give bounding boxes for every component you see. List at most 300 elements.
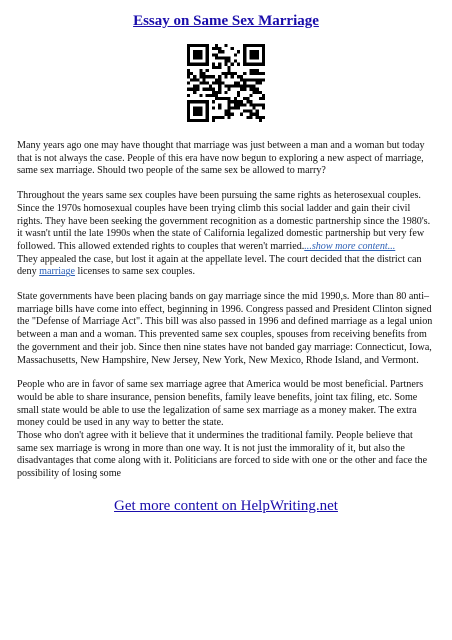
qr-module: [234, 103, 237, 106]
qr-module: [193, 119, 196, 122]
qr-module: [237, 81, 240, 84]
qr-module: [193, 63, 196, 66]
qr-module: [206, 113, 209, 116]
qr-module: [206, 94, 209, 97]
qr-module: [262, 44, 265, 47]
qr-module: [206, 69, 209, 72]
qr-module: [187, 103, 190, 106]
qr-module: [224, 75, 227, 78]
qr-module: [199, 56, 202, 59]
paragraph-state-bans: State governments have been placing bands on gay marriage since the mid 1990,s. More than 80 anti–marriage bills have come into effect, beginning in 1996. Congress passed and President Clinton signed the "Defense of Marriage Act". This bill was also passed in 1996 and defined marriage as a legal union between a man and a woman. This prevented same sex couples, spouses from receiving benefits from the government and their job. Since then nine states have not banded gay marriage: Connecticut, Iowa, Massachusetts, New Hampshire, New Jersey, New York, New Mexico, Rhode Island, and Vermont.: [17, 291, 433, 366]
qr-module: [209, 88, 212, 91]
qr-module: [193, 113, 196, 116]
qr-module: [246, 63, 249, 66]
qr-module: [253, 44, 256, 47]
qr-module: [215, 91, 218, 94]
qr-module: [212, 53, 215, 56]
qr-module: [256, 91, 259, 94]
qr-module: [212, 119, 215, 122]
qr-module: [209, 85, 212, 88]
qr-module: [228, 106, 231, 109]
qr-module: [224, 110, 227, 113]
qr-module: [243, 50, 246, 53]
qr-module: [203, 119, 206, 122]
marriage-keyword-link[interactable]: marriage: [39, 266, 76, 278]
qr-module: [240, 78, 243, 81]
qr-module: [256, 72, 259, 75]
qr-module: [234, 97, 237, 100]
qr-module: [262, 50, 265, 53]
qr-module: [221, 72, 224, 75]
qr-module: [231, 113, 234, 116]
qr-module: [234, 53, 237, 56]
qr-module: [196, 78, 199, 81]
qr-module: [253, 56, 256, 59]
qr-module: [206, 44, 209, 47]
qr-module: [199, 110, 202, 113]
qr-module: [231, 63, 234, 66]
qr-module: [206, 106, 209, 109]
qr-module: [212, 88, 215, 91]
qr-module: [253, 69, 256, 72]
qr-module: [215, 81, 218, 84]
qr-module: [253, 103, 256, 106]
qr-module: [190, 72, 193, 75]
qr-module: [224, 56, 227, 59]
qr-module: [249, 72, 252, 75]
qr-module: [212, 75, 215, 78]
paragraph-against: Those who don't agree with it believe that it undermines the traditional family. People believe that same sex marriage is wrong in more than one way. It is not just the immorality of it, but also the disadvantages that come along with it. Politicians are forced to side with one or the other and face the possibility of losing some: [17, 430, 428, 480]
qr-module: [190, 88, 193, 91]
qr-module: [262, 97, 265, 100]
document-title[interactable]: Essay on Same Sex Marriage: [133, 13, 319, 29]
qr-module: [218, 50, 221, 53]
qr-module: [256, 78, 259, 81]
qr-module: [240, 88, 243, 91]
qr-module: [206, 116, 209, 119]
qr-module: [218, 88, 221, 91]
qr-module: [196, 50, 199, 53]
qr-module: [246, 78, 249, 81]
qr-module: [259, 103, 262, 106]
qr-module: [256, 116, 259, 119]
qr-module: [193, 106, 196, 109]
qr-module: [237, 103, 240, 106]
qr-module: [218, 63, 221, 66]
qr-module: [256, 53, 259, 56]
qr-module: [203, 100, 206, 103]
qr-module: [237, 106, 240, 109]
paragraph-appeal-text-end: licenses to same sex couples.: [75, 266, 196, 278]
qr-module: [199, 106, 202, 109]
qr-module: [206, 63, 209, 66]
qr-module: [199, 75, 202, 78]
get-more-content-link[interactable]: Get more content on HelpWriting.net: [114, 498, 338, 514]
qr-module: [196, 100, 199, 103]
qr-module: [215, 116, 218, 119]
qr-module: [243, 53, 246, 56]
qr-module: [187, 60, 190, 63]
qr-module: [215, 44, 218, 47]
qr-module: [215, 78, 218, 81]
qr-module: [237, 100, 240, 103]
qr-module: [231, 75, 234, 78]
qr-module: [243, 44, 246, 47]
qr-module: [259, 63, 262, 66]
qr-module: [234, 72, 237, 75]
qr-module: [199, 94, 202, 97]
qr-module: [193, 110, 196, 113]
qr-module: [193, 91, 196, 94]
qr-module: [221, 116, 224, 119]
qr-module: [259, 119, 262, 122]
qr-module: [215, 53, 218, 56]
qr-module: [218, 78, 221, 81]
qr-module: [196, 53, 199, 56]
qr-module: [187, 81, 190, 84]
qr-module: [199, 53, 202, 56]
paragraph-appeal-text-start: They appealed the case, but lost it again at the appellate level. The court decided that the district can deny: [17, 253, 422, 278]
qr-module: [206, 60, 209, 63]
qr-module: [218, 56, 221, 59]
qr-module: [199, 119, 202, 122]
qr-module: [218, 75, 221, 78]
qr-module: [187, 56, 190, 59]
qr-module: [256, 50, 259, 53]
qr-module: [256, 88, 259, 91]
qr-module: [187, 94, 190, 97]
qr-module: [209, 75, 212, 78]
qr-module: [190, 44, 193, 47]
qr-module: [206, 50, 209, 53]
qr-module: [212, 100, 215, 103]
qr-module: [249, 100, 252, 103]
qr-module: [228, 113, 231, 116]
qr-module: [215, 97, 218, 100]
qr-module: [253, 72, 256, 75]
qr-module: [199, 100, 202, 103]
qr-module: [228, 97, 231, 100]
qr-module: [253, 113, 256, 116]
qr-module: [259, 44, 262, 47]
qr-module: [256, 113, 259, 116]
qr-module: [249, 56, 252, 59]
qr-module: [206, 47, 209, 50]
qr-module: [253, 106, 256, 109]
qr-module: [224, 91, 227, 94]
qr-module: [228, 88, 231, 91]
qr-module: [221, 97, 224, 100]
qr-module: [240, 75, 243, 78]
qr-module: [206, 56, 209, 59]
qr-module: [196, 63, 199, 66]
qr-module: [228, 56, 231, 59]
qr-module: [249, 78, 252, 81]
qr-module: [187, 116, 190, 119]
qr-module: [218, 47, 221, 50]
qr-module: [234, 106, 237, 109]
qr-module: [262, 53, 265, 56]
qr-module: [246, 110, 249, 113]
qr-module: [187, 63, 190, 66]
qr-module: [231, 106, 234, 109]
qr-module: [206, 119, 209, 122]
paragraph-appeal: [17, 254, 435, 279]
qr-module: [253, 85, 256, 88]
paragraph-intro: Many years ago one may have thought that marriage was just between a man and a woman but today that is not always the case. People of this era have now begun to exploring a new aspect of marriage, same sex marriage. Should two people of the same sex be allowed to marry?: [17, 140, 425, 177]
qr-module: [212, 47, 215, 50]
qr-module: [262, 78, 265, 81]
qr-module: [218, 91, 221, 94]
qr-module: [199, 69, 202, 72]
qr-module: [224, 113, 227, 116]
qr-module: [187, 72, 190, 75]
qr-module: [246, 44, 249, 47]
qr-module: [240, 100, 243, 103]
qr-module: [206, 88, 209, 91]
qr-module: [224, 63, 227, 66]
qr-module: [199, 81, 202, 84]
qr-module: [228, 100, 231, 103]
qr-module: [249, 88, 252, 91]
qr-module: [262, 94, 265, 97]
qr-module: [196, 88, 199, 91]
qr-module: [256, 63, 259, 66]
qr-module: [243, 47, 246, 50]
qr-module: [196, 56, 199, 59]
qr-module: [256, 69, 259, 72]
qr-module: [203, 72, 206, 75]
qr-module: [262, 106, 265, 109]
qr-module: [187, 53, 190, 56]
qr-module: [187, 119, 190, 122]
qr-module: [187, 75, 190, 78]
qr-module: [215, 56, 218, 59]
qr-module: [243, 81, 246, 84]
qr-module: [262, 116, 265, 119]
qr-module: [228, 60, 231, 63]
paragraph-in-favor: People who are in favor of same sex marriage agree that America would be most beneficial. Partners would be able to share insurance, pension benefits, family leave benefits, joint tax filing, etc. Some small state would be able to use the legalization of same sex marriage as a money maker. The extra money could be used in any way to better the state.: [17, 379, 424, 429]
qr-module: [203, 75, 206, 78]
qr-module: [259, 81, 262, 84]
qr-module: [199, 50, 202, 53]
qr-module: [249, 85, 252, 88]
qr-module: [218, 66, 221, 69]
qr-module: [243, 88, 246, 91]
qr-module: [190, 63, 193, 66]
qr-module: [187, 106, 190, 109]
qr-module: [262, 63, 265, 66]
qr-module: [246, 100, 249, 103]
qr-module: [249, 94, 252, 97]
qr-module: [187, 88, 190, 91]
qr-module: [212, 91, 215, 94]
qr-module: [259, 78, 262, 81]
qr-module: [234, 81, 237, 84]
qr-module: [256, 81, 259, 84]
qr-module: [243, 103, 246, 106]
qr-module: [256, 110, 259, 113]
show-more-link[interactable]: ...show more content...: [304, 240, 396, 252]
qr-module: [237, 50, 240, 53]
qr-module: [209, 94, 212, 97]
qr-module: [237, 94, 240, 97]
qr-module: [234, 60, 237, 63]
qr-module: [234, 100, 237, 103]
qr-module: [249, 116, 252, 119]
qr-module: [193, 53, 196, 56]
qr-module: [249, 69, 252, 72]
qr-module: [243, 72, 246, 75]
qr-module: [228, 103, 231, 106]
qr-module: [218, 116, 221, 119]
qr-module: [187, 113, 190, 116]
qr-module: [187, 44, 190, 47]
qr-module: [240, 85, 243, 88]
qr-module: [228, 85, 231, 88]
qr-module: [249, 53, 252, 56]
qr-module: [249, 50, 252, 53]
qr-module: [218, 85, 221, 88]
qr-module: [262, 56, 265, 59]
qr-module: [206, 75, 209, 78]
qr-module: [262, 47, 265, 50]
qr-module: [196, 113, 199, 116]
qr-module: [212, 63, 215, 66]
qr-module: [212, 94, 215, 97]
qr-module: [215, 94, 218, 97]
qr-module: [249, 103, 252, 106]
qr-module: [259, 72, 262, 75]
qr-module: [246, 116, 249, 119]
qr-module: [199, 72, 202, 75]
qr-module: [187, 50, 190, 53]
qr-module: [243, 60, 246, 63]
qr-module: [193, 85, 196, 88]
paragraph-history-text: Throughout the years same sex couples have been pursuing the same rights as heterosexual couples. Since the 1970s homosexual couples have been trying climb this social ladder and gain their civil rights. They have been seeking the government recognition as a domestic partnership since the 1980's. it wasn't until the late 1990s when the state of California legalized domestic partnership but very few followed. This allowed extended rights to couples that weren't married.: [17, 190, 431, 252]
qr-module: [253, 88, 256, 91]
qr-module: [187, 69, 190, 72]
qr-module: [206, 53, 209, 56]
qr-module: [231, 100, 234, 103]
qr-module: [237, 91, 240, 94]
qr-module: [237, 75, 240, 78]
qr-module: [196, 119, 199, 122]
qr-module: [237, 63, 240, 66]
qr-module: [228, 110, 231, 113]
qr-module: [203, 44, 206, 47]
qr-module: [224, 97, 227, 100]
qr-module: [228, 116, 231, 119]
qr-module: [253, 91, 256, 94]
qr-module: [212, 81, 215, 84]
qr-module: [203, 78, 206, 81]
qr-module: [196, 106, 199, 109]
essay-body: [17, 140, 435, 493]
qr-module: [224, 85, 227, 88]
qr-module: [215, 47, 218, 50]
qr-module: [193, 78, 196, 81]
qr-module: [246, 85, 249, 88]
qr-module: [240, 113, 243, 116]
qr-module: [253, 53, 256, 56]
qr-module: [243, 56, 246, 59]
qr-module: [196, 110, 199, 113]
qr-module: [206, 110, 209, 113]
qr-module: [234, 85, 237, 88]
qr-module: [203, 88, 206, 91]
qr-module: [249, 63, 252, 66]
qr-module: [262, 60, 265, 63]
qr-module: [212, 106, 215, 109]
qr-module: [199, 113, 202, 116]
qr-module: [212, 116, 215, 119]
qr-module: [199, 63, 202, 66]
qr-module: [249, 44, 252, 47]
qr-module: [221, 50, 224, 53]
qr-module: [256, 44, 259, 47]
qr-module: [187, 110, 190, 113]
paragraph-history: [17, 190, 435, 254]
qr-module: [206, 81, 209, 84]
qr-module: [243, 63, 246, 66]
qr-module: [190, 100, 193, 103]
qr-module: [206, 100, 209, 103]
qr-module: [256, 103, 259, 106]
qr-module: [237, 85, 240, 88]
qr-module: [221, 56, 224, 59]
qr-module: [224, 44, 227, 47]
qr-module: [193, 44, 196, 47]
qr-module: [224, 72, 227, 75]
qr-module: [259, 91, 262, 94]
qr-module: [221, 81, 224, 84]
qr-module: [253, 78, 256, 81]
qr-module: [193, 75, 196, 78]
qr-module: [193, 100, 196, 103]
qr-module: [224, 60, 227, 63]
qr-module: [212, 66, 215, 69]
qr-module: [228, 66, 231, 69]
qr-module: [262, 103, 265, 106]
qr-module: [243, 110, 246, 113]
qr-module: [193, 50, 196, 53]
qr-module: [246, 97, 249, 100]
qr-module: [243, 78, 246, 81]
qr-module: [262, 72, 265, 75]
qr-module: [203, 81, 206, 84]
qr-module: [196, 85, 199, 88]
qr-module: [249, 113, 252, 116]
qr-module: [240, 103, 243, 106]
qr-code-icon: [187, 44, 265, 122]
qr-module: [249, 110, 252, 113]
qr-module: [259, 116, 262, 119]
qr-module: [218, 97, 221, 100]
qr-module: [187, 100, 190, 103]
qr-module: [218, 106, 221, 109]
qr-module: [253, 50, 256, 53]
qr-module: [259, 97, 262, 100]
qr-module: [190, 78, 193, 81]
qr-module: [203, 63, 206, 66]
qr-module: [243, 97, 246, 100]
qr-module: [196, 44, 199, 47]
qr-module: [256, 56, 259, 59]
qr-module: [193, 56, 196, 59]
qr-module: [231, 85, 234, 88]
qr-module: [231, 47, 234, 50]
